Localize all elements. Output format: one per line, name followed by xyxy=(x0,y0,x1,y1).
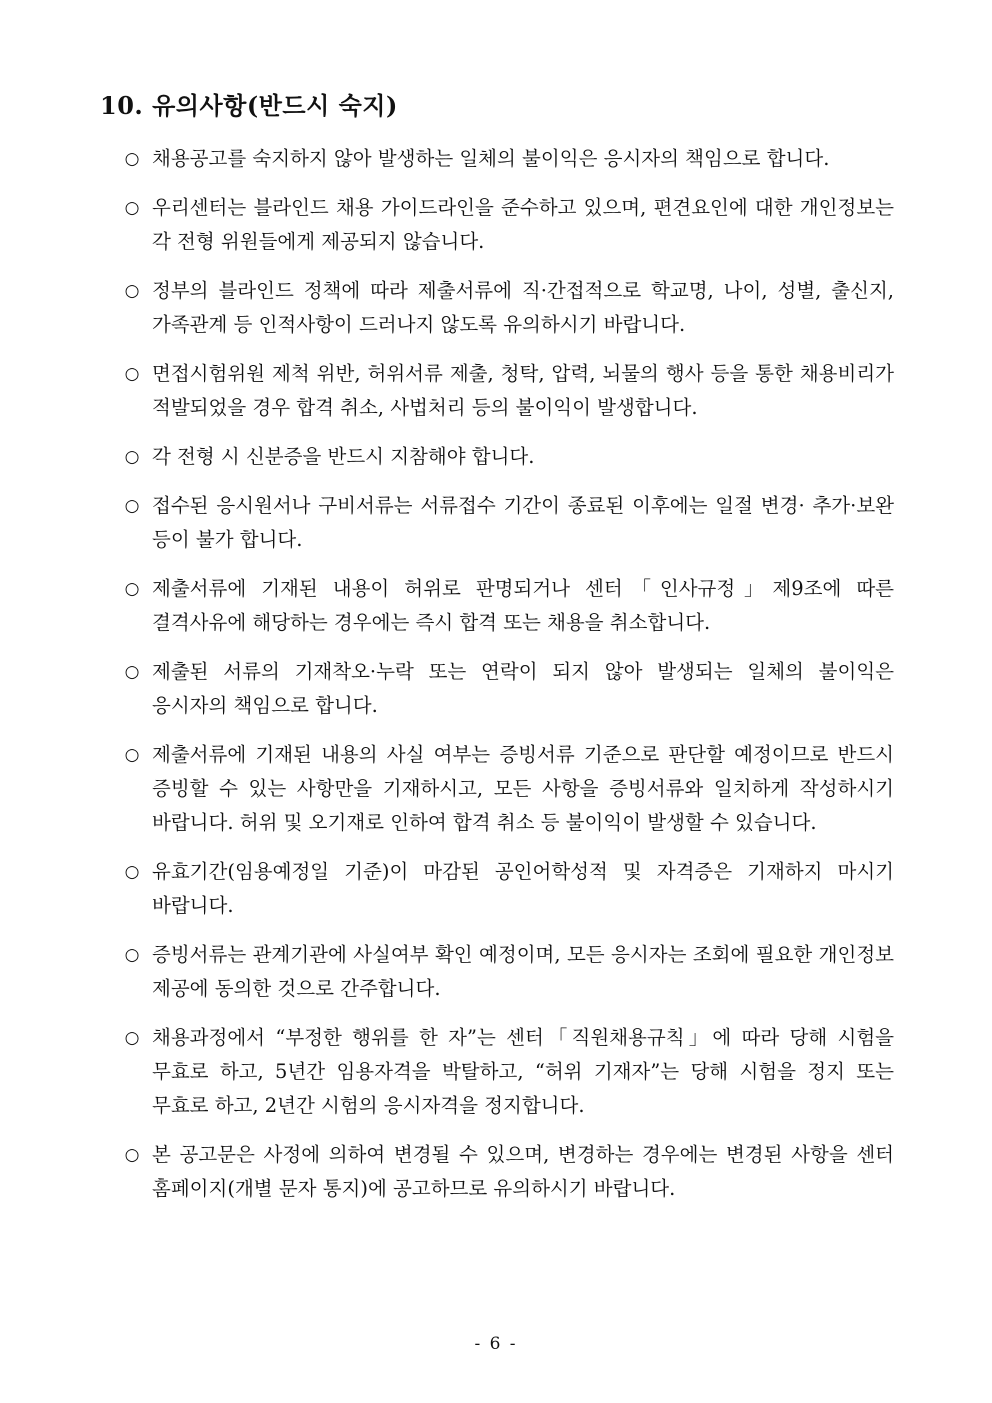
notice-item-text: 제출서류에 기재된 내용이 허위로 판명되거나 센터「인사규정」제9조에 따른 결격사유에 해당하는 경우에는 즉시 합격 또는 채용을 취소합니다. xyxy=(152,577,894,634)
circle-bullet-icon: ○ xyxy=(124,364,140,384)
notice-item xyxy=(122,274,894,342)
circle-bullet-icon: ○ xyxy=(124,862,140,882)
notice-item xyxy=(122,1021,894,1123)
notice-item xyxy=(122,572,894,640)
notice-item xyxy=(122,938,894,1006)
circle-bullet-icon: ○ xyxy=(124,496,140,516)
circle-bullet-icon: ○ xyxy=(124,1028,140,1048)
circle-bullet-icon: ○ xyxy=(124,447,140,467)
notice-list xyxy=(122,142,894,1221)
notice-item-text: 유효기간(임용예정일 기준)이 마감된 공인어학성적 및 자격증은 기재하지 마시기 바랍니다. xyxy=(152,860,894,917)
notice-item-text: 증빙서류는 관계기관에 사실여부 확인 예정이며, 모든 응시자는 조회에 필요한 개인정보 제공에 동의한 것으로 간주합니다. xyxy=(152,943,894,1000)
circle-bullet-icon: ○ xyxy=(124,745,140,765)
circle-bullet-icon: ○ xyxy=(124,945,140,965)
section-title: 10. 유의사항(반드시 숙지) xyxy=(100,91,398,120)
page-number: - 6 - xyxy=(474,1334,518,1354)
notice-item-text: 우리센터는 블라인드 채용 가이드라인을 준수하고 있으며, 편견요인에 대한 개인정보는 각 전형 위원들에게 제공되지 않습니다. xyxy=(152,196,894,253)
notice-item-text: 각 전형 시 신분증을 반드시 지참해야 합니다. xyxy=(152,445,535,468)
notice-item xyxy=(122,1138,894,1206)
notice-item xyxy=(122,738,894,840)
notice-item-text: 면접시험위원 제척 위반, 허위서류 제출, 청탁, 압력, 뇌물의 행사 등을 통한 채용비리가 적발되었을 경우 합격 취소, 사법처리 등의 불이익이 발생합니다. xyxy=(152,362,894,419)
notice-item xyxy=(122,191,894,259)
notice-item-text: 접수된 응시원서나 구비서류는 서류접수 기간이 종료된 이후에는 일절 변경· 추가·보완 등이 불가 합니다. xyxy=(152,494,894,551)
notice-item xyxy=(122,142,894,176)
notice-item-text: 제출된 서류의 기재착오·누락 또는 연락이 되지 않아 발생되는 일체의 불이익은 응시자의 책임으로 합니다. xyxy=(152,660,894,717)
notice-item-text: 본 공고문은 사정에 의하여 변경될 수 있으며, 변경하는 경우에는 변경된 사항을 센터 홈페이지(개별 문자 통지)에 공고하므로 유의하시기 바랍니다. xyxy=(152,1143,894,1200)
circle-bullet-icon: ○ xyxy=(124,281,140,301)
circle-bullet-icon: ○ xyxy=(124,662,140,682)
notice-item-text: 정부의 블라인드 정책에 따라 제출서류에 직·간접적으로 학교명, 나이, 성별, 출신지, 가족관계 등 인적사항이 드러나지 않도록 유의하시기 바랍니다. xyxy=(152,279,894,336)
notice-item xyxy=(122,655,894,723)
notice-item xyxy=(122,855,894,923)
circle-bullet-icon: ○ xyxy=(124,198,140,218)
circle-bullet-icon: ○ xyxy=(124,1145,140,1165)
notice-item-text: 제출서류에 기재된 내용의 사실 여부는 증빙서류 기준으로 판단할 예정이므로 반드시 증빙할 수 있는 사항만을 기재하시고, 모든 사항을 증빙서류와 일치하게 작성하시기 바랍니다. 허위 및 오기재로 인하여 합격 취소 등 불이익이 발생할 수 있습니다. xyxy=(152,743,894,834)
circle-bullet-icon: ○ xyxy=(124,149,140,169)
notice-item-text: 채용공고를 숙지하지 않아 발생하는 일체의 불이익은 응시자의 책임으로 합니다. xyxy=(152,147,830,170)
circle-bullet-icon: ○ xyxy=(124,579,140,599)
notice-item xyxy=(122,440,894,474)
notice-item-text: 채용과정에서 “부정한 행위를 한 자”는 센터「직원채용규칙」에 따라 당해 시험을 무효로 하고, 5년간 임용자격을 박탈하고, “허위 기재자”는 당해 시험을 정지 또는 무효로 하고, 2년간 시험의 응시자격을 정지합니다. xyxy=(152,1026,894,1117)
notice-item xyxy=(122,357,894,425)
notice-item xyxy=(122,489,894,557)
